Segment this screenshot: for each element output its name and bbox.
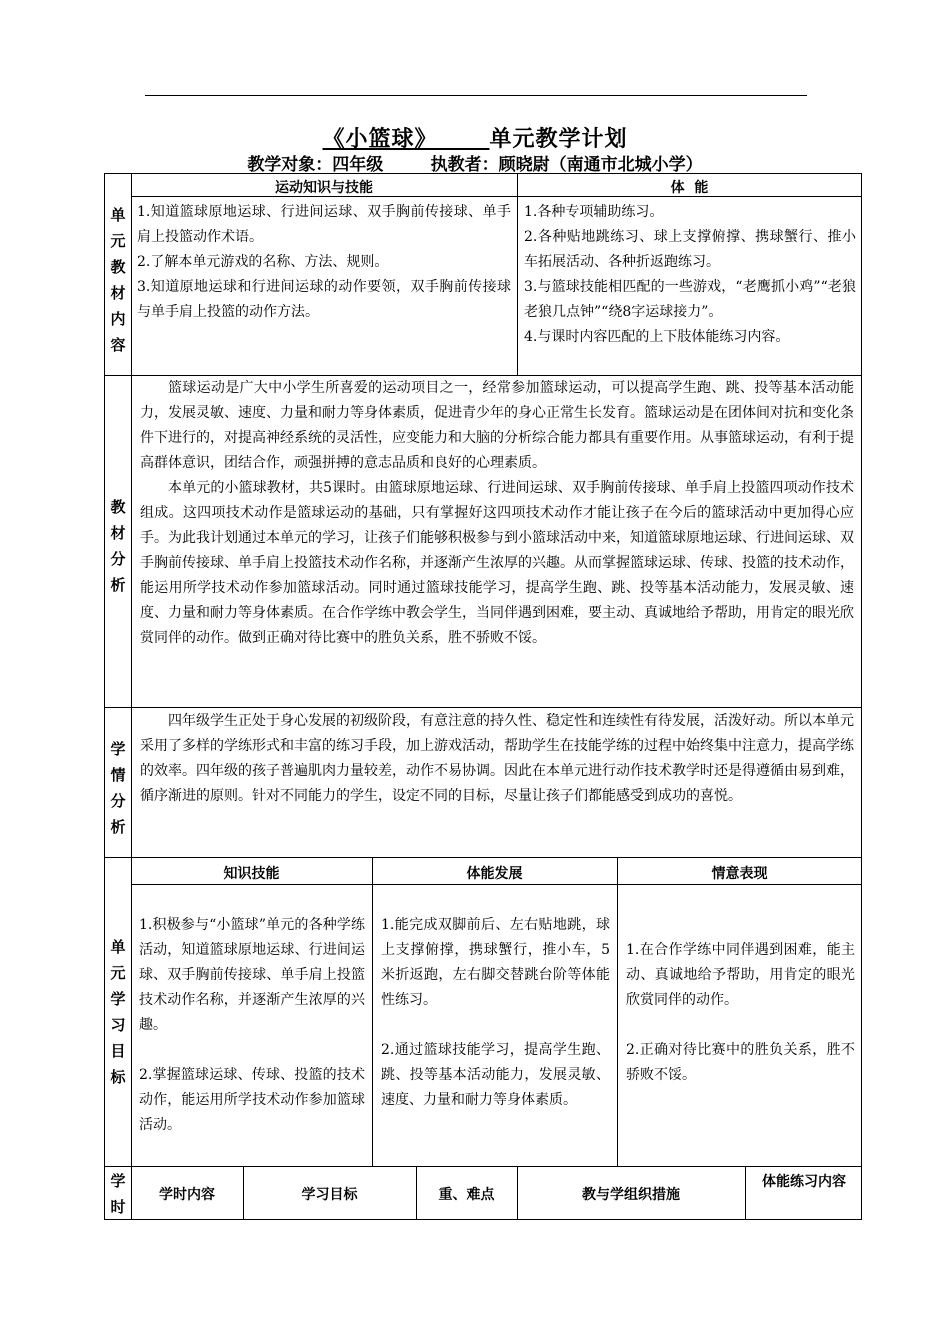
goals-col1-title: 知识技能	[223, 866, 280, 882]
content-col2-title: 体 能	[670, 180, 709, 196]
schedule-top-rule	[104, 1166, 862, 1167]
list-item: 1.知道篮球原地运球、行进间运球、双手胸前传接球、单手肩上投篮动作术语。	[137, 204, 511, 245]
students-text	[140, 709, 854, 809]
goals-header-rule	[131, 884, 862, 885]
list-item: 1.积极参与“小篮球”单元的各种学练活动，知道篮球原地运球、行进间运球、双手胸前传接球、单手肩上投篮技术动作名称，并逐渐产生浓厚的兴趣。	[139, 917, 365, 1033]
schedule-col-goal: 学习目标	[301, 1187, 358, 1203]
list-item: 2.各种贴地跳练习、球上支撑俯撑、携球蟹行、推小车拓展活动、各种折返跑练习。	[524, 229, 856, 270]
students-label: 学情分析	[110, 740, 126, 836]
schedule-label: 学时	[110, 1172, 126, 1216]
students-top-rule	[104, 707, 862, 708]
analysis-text	[140, 376, 854, 651]
page-subtitle: 教学对象：四年级 执教者：顾晓尉（南通市北城小学）	[247, 155, 703, 175]
list-item: 1.在合作学练中同伴遇到困难，能主动、真诚地给予帮助，用肯定的眼光欣赏同伴的动作。	[626, 942, 855, 1008]
schedule-col-organization: 教与学组织措施	[582, 1187, 680, 1203]
students-paragraph: 四年级学生正处于身心发展的初级阶段，有意注意的持久性、稳定性和连续性有待发展，活泼好动。所以本单元采用了多样的学练形式和丰富的练习手段，加上游戏活动，帮助学生在技能学练的过程中始终集中注意力，提高学练的效率。四年级的孩子普遍肌肉力量较差，动作不易协调。因此在本单元进行动作技术教学时还是得遵循由易到难，循序渐进的原则。针对不同能力的学生，设定不同的目标，尽量让孩子们都能感受到成功的喜悦。	[140, 713, 854, 804]
goals-col2-title: 体能发展	[466, 866, 523, 882]
schedule-col-key-points: 重、难点	[438, 1187, 495, 1203]
goals-col1-list	[139, 913, 365, 1138]
schedule-col-content: 学时内容	[159, 1187, 215, 1203]
header-rule	[145, 95, 807, 96]
content-col1-title: 运动知识与技能	[275, 180, 373, 196]
label-column-divider	[131, 173, 132, 1220]
list-item: 2.通过篮球技能学习，提高学生跑、跳、投等基本活动能力，发展灵敏、速度、力量和耐力等身体素质。	[381, 1042, 610, 1108]
list-item: 2.了解本单元游戏的名称、方法、规则。	[137, 254, 389, 270]
list-item: 2.正确对待比赛中的胜负关系，胜不骄败不馁。	[626, 1042, 855, 1083]
title-book: 《小篮球》	[322, 127, 438, 152]
goals-top-rule	[104, 857, 862, 858]
list-item: 1.能完成双脚前后、左右贴地跳，球上支撑俯撑，携球蟹行，推小车，5米折返跑，左右脚交替跳台阶等体能性练习。	[381, 917, 610, 1008]
content-col2-list	[524, 200, 856, 350]
schedule-col-fitness: 体能练习内容	[762, 1174, 846, 1190]
goals-col2-list	[381, 913, 610, 1113]
content-column-divider	[517, 173, 518, 375]
goals-divider-2	[617, 857, 618, 1166]
goals-divider-1	[372, 857, 373, 1166]
analysis-paragraph: 本单元的小篮球教材，共5课时。由篮球原地运球、行进间运球、双手胸前传接球、单手肩上投篮四项动作技术组成。这四项技术动作是篮球运动的基础，只有掌握好这四项技术动作才能让孩子在今后的篮球活动中更加得心应手。为此我计划通过本单元的学习，让孩子们能够积极参与到小篮球活动中来，知道篮球原地运球、行进间运球、双手胸前传接球、单手肩上投篮技术动作名称，并逐渐产生浓厚的兴趣。从而掌握篮球运球、传球、投篮的技术动作，能运用所学技术动作参加篮球活动。同时通过篮球技能学习，提高学生跑、跳、投等基本活动能力，发展灵敏、速度、力量和耐力等身体素质。在合作学练中教会学生，当同伴遇到困难，要主动、真诚地给予帮助，用肯定的眼光欣赏同伴的动作。做到正确对待比赛中的胜负关系，胜不骄败不馁。	[140, 480, 854, 646]
content-col1-list	[137, 200, 511, 325]
list-item: 3.与篮球技能相匹配的一些游戏，“老鹰抓小鸡”“老狼老狼几点钟”“绕8字运球接力”。	[524, 279, 856, 320]
page-title	[0, 122, 950, 153]
schedule-divider-4	[745, 1166, 746, 1220]
list-item: 4.与课时内容匹配的上下肢体能练习内容。	[524, 329, 790, 345]
list-item: 1.各种专项辅助练习。	[524, 204, 664, 220]
title-rest: 单元教学计划	[489, 127, 628, 152]
goals-col3-title: 情意表现	[711, 866, 768, 882]
analysis-label: 教材分析	[110, 498, 126, 594]
list-item: 3.知道原地运球和行进间运球的动作要领，双手胸前传接球与单手肩上投篮的动作方法。	[137, 279, 511, 320]
goals-col3-list	[626, 938, 855, 1088]
goals-label: 单元学习目标	[110, 938, 126, 1086]
title-gap	[438, 127, 490, 152]
analysis-paragraph: 篮球运动是广大中小学生所喜爱的运动项目之一，经常参加篮球运动，可以提高学生跑、跳、投等基本活动能力，发展灵敏、速度、力量和耐力等身体素质，促进青少年的身心正常生长发育。篮球运动是在团体间对抗和变化条件下进行的，对提高神经系统的灵活性，应变能力和大脑的分析综合能力都具有重要作用。从事篮球运动，有利于提高群体意识，团结合作，顽强拼搏的意志品质和良好的心理素质。	[140, 380, 854, 471]
list-item: 2.掌握篮球运球、传球、投篮的技术动作，能运用所学技术动作参加篮球活动。	[139, 1067, 365, 1133]
content-label: 单元教材内容	[110, 206, 126, 354]
